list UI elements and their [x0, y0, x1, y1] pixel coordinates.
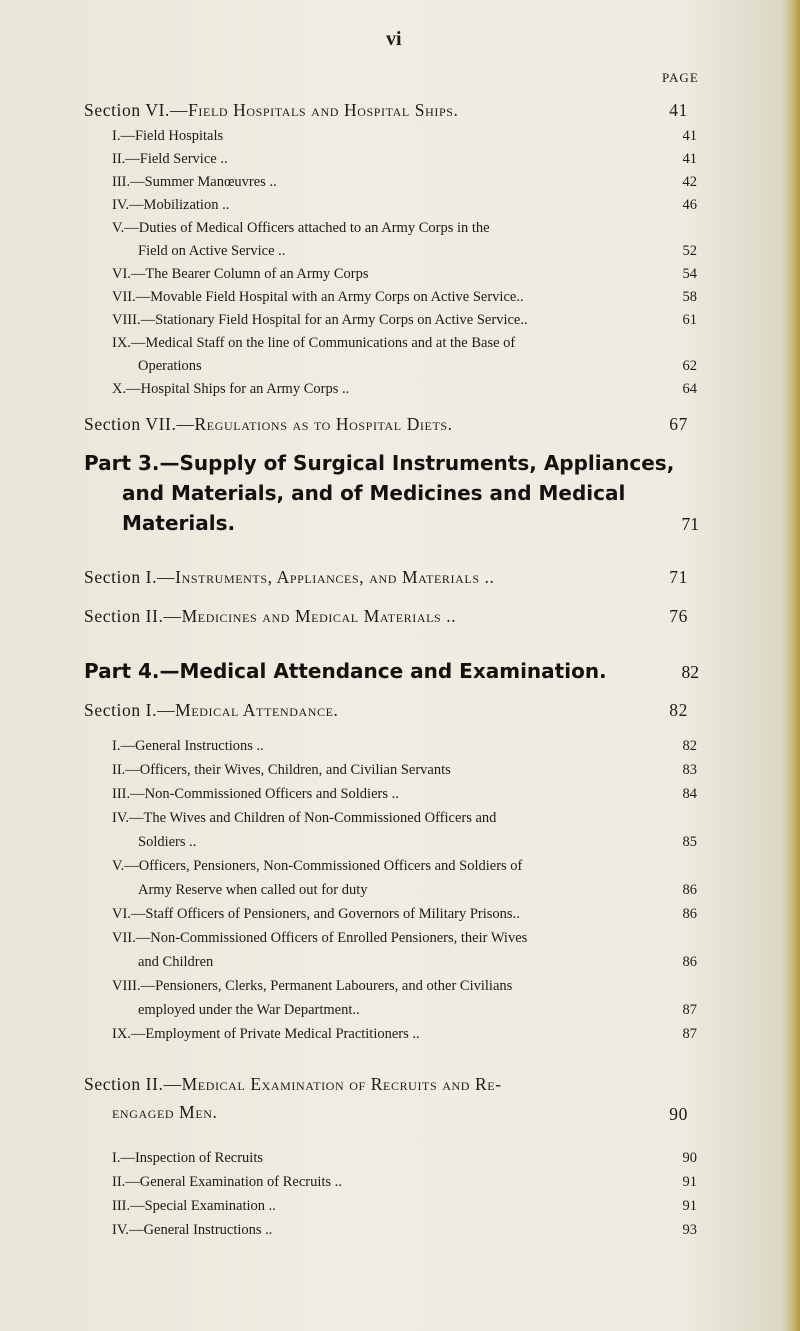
section-title: Field Hospitals and Hospital Ships. — [188, 100, 459, 120]
book-page: vi PAGE Section VI.—Field Hospitals and Hospital Ships. 41 I.—Field Hospitals 41 II.—Field Service .. 41 III.—Summer Manœuvres .. 42 IV.—Mobilization .. 46 V.—Duties of Medical Officers attached to an Army Corps in the Field on Active Service .. 52 VI.—The Bearer Column of an Army Corps 54 VII.—Movable Field Hospital with an Army Corps on Active Service.. 58 VIII.—Stationary Field Hospital for an Army Corps on Active Service.. 61 IX.—Medical Staff on the line of Communications and at the Base of Operations 62 X.—Hospital Ships for an Army Corps .. 64 Section VII.—Regulations as to Hospital Diets. 67 Part 3.—Supply of Surgical Instruments, Appliances, and Materials, and of Medicines and Medical Materials. 71 Section I.—Instruments, Appliances, and Materials .. 71 Section II.—Medicines and Medical Materials .. 76 Part 4.—Medical Attendance and Examination. 82 Section I.—Medical Attendance. 82 I.—General Instructions .. 82 II.—Officers, their Wives, Children, and Civilian Servants 83 III.—Non-Commissioned Officers and Soldiers .. 84 IV.—The Wives and Children of Non-Commissioned Officers and Soldiers .. 85 V.—Officers, Pensioners, Non-Commissioned Officers and Soldiers of Army Reserve when called out for duty 86 VI.—Staff Officers of Pensioners, and Governors of Military Prisons.. 86 VII.—Non-Commissioned Officers of Enrolled Pensioners, their Wives and Children 86 VIII.—Pensioners, Clerks, Permanent Labourers, and other Civilians employed under the War Department.. 87 IX.—Employment of Private Medical Practitioners .. 87 Section II.—Medical Examination of Recruits and Re- engaged Men. 90 I.—Inspection of Recruits 90 II.—General Examination of Recruits .. 91 III.—Special Examination .. 91 IV.—General Instructions .. 93 — [0, 0, 800, 1331]
section-page: 41 — [669, 100, 688, 120]
toc-entry: V.—Duties of Medical Officers attached to an Army Corps in the Field on Active Service .. 52 — [112, 220, 697, 259]
toc-entry: V.—Officers, Pensioners, Non-Commissioned Officers and Soldiers of Army Reserve when called out for duty 86 — [112, 858, 697, 898]
toc-entry: VIII.—Pensioners, Clerks, Permanent Labourers, and other Civilians employed under the War Department.. 87 — [112, 978, 697, 1018]
part-3-heading: Part 3.—Supply of Surgical Instruments, Appliances, and Materials, and of Medicines and Medical Materials. 71 — [84, 448, 704, 544]
part-page: 82 — [681, 662, 699, 682]
section-page: 67 — [669, 414, 688, 434]
toc-entry: VII.—Non-Commissioned Officers of Enrolled Pensioners, their Wives and Children 86 — [112, 930, 697, 970]
page-edge — [782, 0, 800, 1331]
toc-entry: IX.—Medical Staff on the line of Communications and at the Base of Operations 62 — [112, 335, 697, 374]
toc-entry: IV.—The Wives and Children of Non-Commissioned Officers and Soldiers .. 85 — [112, 810, 697, 850]
section-label: Section VI.— — [84, 100, 189, 120]
section-title: Regulations as to Hospital Diets. — [194, 414, 453, 434]
part-4-section-ii: Section II.—Medical Examination of Recruits and Re- engaged Men. 90 — [84, 1074, 688, 1124]
part-page: 71 — [681, 514, 699, 534]
page-column-header: PAGE — [662, 70, 699, 85]
section-vii-heading — [84, 414, 686, 435]
part-4-heading: Part 4.—Medical Attendance and Examination. 82 — [84, 656, 704, 688]
part-4-section-i: Section I.—Medical Attendance. 82 — [84, 700, 688, 720]
section-label: Section VII.— — [84, 414, 195, 434]
page-number: vi — [386, 28, 402, 50]
part-3-section-i: Section I.—Instruments, Appliances, and Materials .. 71 — [84, 567, 688, 587]
part-3-section-ii: Section II.—Medicines and Medical Materials .. 76 — [84, 606, 688, 626]
section-vi-heading — [84, 100, 686, 121]
